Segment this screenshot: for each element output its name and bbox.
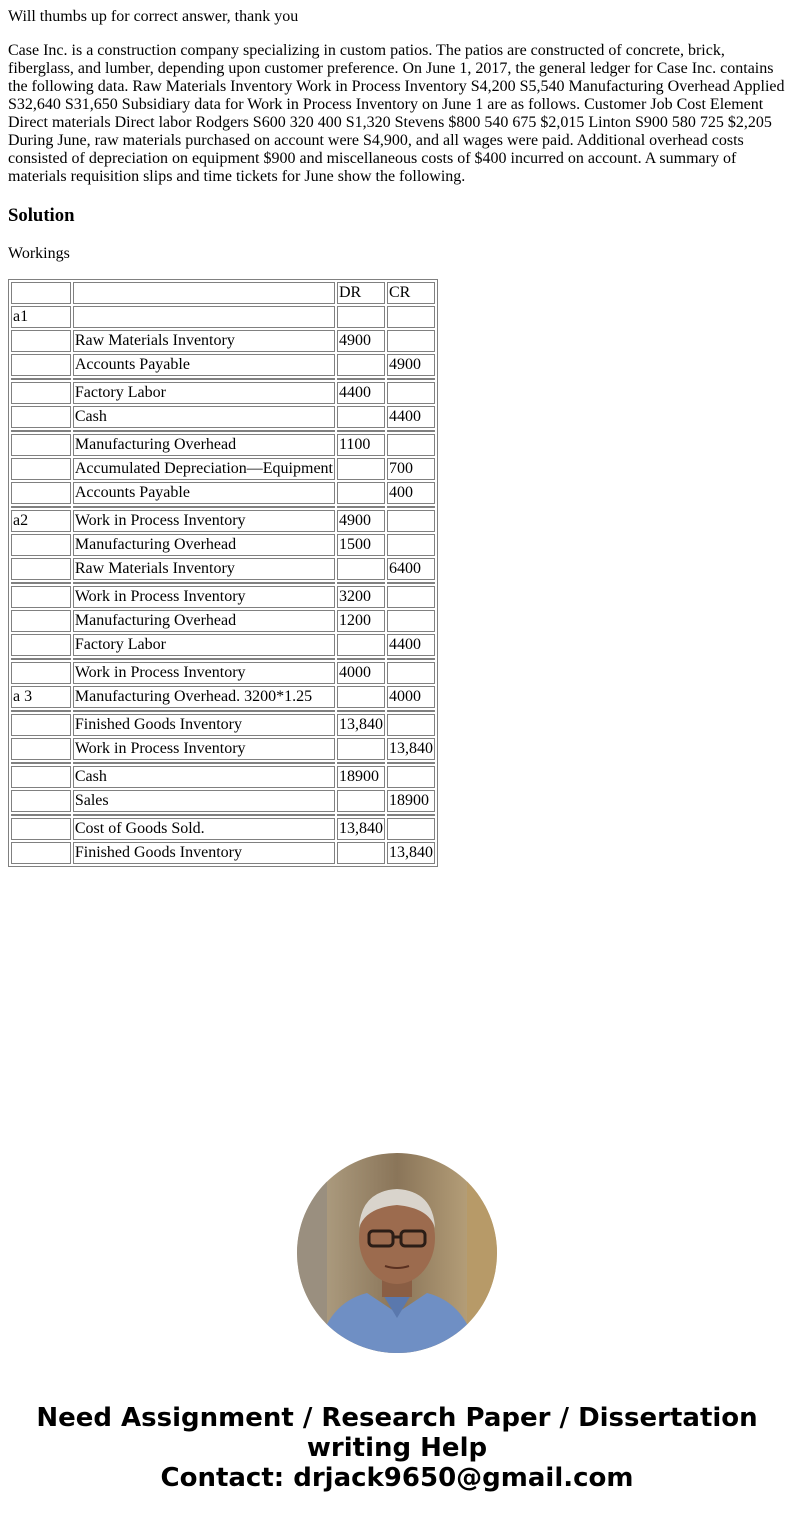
separator-cell [337, 506, 385, 508]
credit-cell: 4900 [387, 354, 435, 376]
credit-cell [387, 766, 435, 788]
credit-cell [387, 818, 435, 840]
credit-cell [387, 662, 435, 684]
debit-cell: 1100 [337, 434, 385, 456]
credit-cell [387, 306, 435, 328]
separator-cell [73, 762, 335, 764]
separator-cell [387, 506, 435, 508]
table-header-row [11, 282, 435, 304]
table-separator-row [11, 814, 435, 816]
credit-cell: 4000 [387, 686, 435, 708]
separator-cell [73, 582, 335, 584]
account-cell: Raw Materials Inventory [73, 330, 335, 352]
debit-cell: 3200 [337, 586, 385, 608]
entry-ref-cell [11, 534, 71, 556]
entry-ref-cell [11, 842, 71, 864]
separator-cell [11, 430, 71, 432]
table-row [11, 766, 435, 788]
account-cell: Manufacturing Overhead [73, 610, 335, 632]
table-separator-row [11, 710, 435, 712]
table-row [11, 790, 435, 812]
debit-cell: 13,840 [337, 714, 385, 736]
table-row [11, 558, 435, 580]
table-separator-row [11, 506, 435, 508]
debit-cell: 18900 [337, 766, 385, 788]
entry-ref-cell [11, 586, 71, 608]
separator-cell [387, 430, 435, 432]
account-cell: Factory Labor [73, 382, 335, 404]
account-cell: Accounts Payable [73, 482, 335, 504]
entry-ref-cell [11, 766, 71, 788]
account-cell: Work in Process Inventory [73, 738, 335, 760]
table-separator-row [11, 658, 435, 660]
separator-cell [387, 658, 435, 660]
credit-cell [387, 534, 435, 556]
account-cell: Work in Process Inventory [73, 510, 335, 532]
separator-cell [387, 814, 435, 816]
account-cell: Cash [73, 766, 335, 788]
account-cell: Finished Goods Inventory [73, 842, 335, 864]
entry-ref-cell [11, 738, 71, 760]
journal-entries-table [8, 279, 438, 867]
entry-ref-cell [11, 610, 71, 632]
promo-line-2: writing Help [306, 1433, 488, 1463]
credit-cell: 4400 [387, 406, 435, 428]
debit-cell [337, 558, 385, 580]
header-cell [11, 282, 71, 304]
account-cell: Manufacturing Overhead [73, 534, 335, 556]
entry-ref-cell: a1 [11, 306, 71, 328]
table-row [11, 510, 435, 532]
account-cell: Manufacturing Overhead [73, 434, 335, 456]
separator-cell [337, 378, 385, 380]
avatar [297, 1153, 497, 1353]
credit-cell [387, 510, 435, 532]
entry-ref-cell [11, 434, 71, 456]
table-separator-row [11, 762, 435, 764]
separator-cell [73, 814, 335, 816]
account-cell: Finished Goods Inventory [73, 714, 335, 736]
debit-cell: 4000 [337, 662, 385, 684]
table-row [11, 458, 435, 480]
table-row [11, 818, 435, 840]
debit-cell [337, 790, 385, 812]
entry-ref-cell [11, 790, 71, 812]
table-row [11, 714, 435, 736]
table-row [11, 634, 435, 656]
entry-ref-cell: a2 [11, 510, 71, 532]
separator-cell [11, 582, 71, 584]
separator-cell [73, 506, 335, 508]
account-cell: Work in Process Inventory [73, 662, 335, 684]
debit-cell: 1500 [337, 534, 385, 556]
table-separator-row [11, 430, 435, 432]
header-cell: DR [337, 282, 385, 304]
separator-cell [387, 710, 435, 712]
separator-cell [73, 710, 335, 712]
separator-cell [337, 430, 385, 432]
debit-cell: 4400 [337, 382, 385, 404]
entry-ref-cell [11, 330, 71, 352]
entry-ref-cell [11, 482, 71, 504]
table-row [11, 738, 435, 760]
separator-cell [337, 658, 385, 660]
entry-ref-cell [11, 662, 71, 684]
credit-cell [387, 610, 435, 632]
account-cell: Sales [73, 790, 335, 812]
table-row [11, 842, 435, 864]
credit-cell: 6400 [387, 558, 435, 580]
header-cell [73, 282, 335, 304]
person-photo-icon [297, 1153, 497, 1353]
entry-ref-cell [11, 558, 71, 580]
credit-cell: 13,840 [387, 842, 435, 864]
debit-cell: 4900 [337, 330, 385, 352]
entry-ref-cell [11, 458, 71, 480]
credit-cell: 400 [387, 482, 435, 504]
separator-cell [337, 762, 385, 764]
credit-cell: 700 [387, 458, 435, 480]
table-row [11, 382, 435, 404]
separator-cell [11, 710, 71, 712]
debit-cell [337, 406, 385, 428]
debit-cell [337, 634, 385, 656]
separator-cell [337, 814, 385, 816]
table-row [11, 534, 435, 556]
account-cell: Work in Process Inventory [73, 586, 335, 608]
separator-cell [11, 506, 71, 508]
intro-text: Will thumbs up for correct answer, thank you [8, 8, 299, 25]
table-row [11, 354, 435, 376]
credit-cell [387, 330, 435, 352]
separator-cell [387, 762, 435, 764]
separator-cell [73, 378, 335, 380]
debit-cell [337, 686, 385, 708]
table-separator-row [11, 378, 435, 380]
entry-ref-cell [11, 818, 71, 840]
table-row [11, 686, 435, 708]
credit-cell [387, 382, 435, 404]
debit-cell [337, 458, 385, 480]
debit-cell: 13,840 [337, 818, 385, 840]
separator-cell [337, 582, 385, 584]
separator-cell [73, 658, 335, 660]
credit-cell: 4400 [387, 634, 435, 656]
table-row [11, 330, 435, 352]
separator-cell [11, 762, 71, 764]
separator-cell [337, 710, 385, 712]
table-row [11, 662, 435, 684]
debit-cell [337, 306, 385, 328]
separator-cell [11, 658, 71, 660]
solution-heading: Solution [8, 205, 75, 226]
account-cell: Cost of Goods Sold. [73, 818, 335, 840]
credit-cell [387, 714, 435, 736]
debit-cell [337, 354, 385, 376]
table-row [11, 406, 435, 428]
account-cell: Raw Materials Inventory [73, 558, 335, 580]
workings-label: Workings [8, 245, 70, 262]
entry-ref-cell [11, 406, 71, 428]
table-row [11, 434, 435, 456]
table-row [11, 482, 435, 504]
separator-cell [11, 378, 71, 380]
promo-line-3: Contact: drjack9650@gmail.com [160, 1463, 634, 1493]
table-separator-row [11, 582, 435, 584]
question-text: Case Inc. is a construction company specializing in custom patios. The patios are constructed of concrete, brick, fiberglass, and lumber, depending upon customer preference. On June 1, 2017, the general ledger for Case Inc. contains the following data. Raw Materials Inventory Work in Process Inventory S4,200 S5,540 Manufacturing Overhead Applied S32,640 S31,650 Subsidiary data for Work in Process Inventory on June 1 are as follows. Customer Job Cost Element Direct materials Direct labor Rodgers S600 320 400 S1,320 Stevens $800 540 675 $2,015 Linton S900 580 725 $2,205 During June, raw materials purchased on account were S4,900, and all wages were paid. Additional overhead costs consisted of depreciation on equipment $900 and miscellaneous costs of $400 incurred on account. A summary of materials requisition slips and time tickets for June show the following. [8, 42, 785, 185]
credit-cell [387, 434, 435, 456]
debit-cell: 1200 [337, 610, 385, 632]
account-cell [73, 306, 335, 328]
credit-cell: 13,840 [387, 738, 435, 760]
credit-cell [387, 586, 435, 608]
header-cell: CR [387, 282, 435, 304]
entry-ref-cell [11, 634, 71, 656]
debit-cell: 4900 [337, 510, 385, 532]
entry-ref-cell [11, 354, 71, 376]
debit-cell [337, 842, 385, 864]
account-cell: Manufacturing Overhead. 3200*1.25 [73, 686, 335, 708]
separator-cell [387, 378, 435, 380]
account-cell: Accounts Payable [73, 354, 335, 376]
table-row [11, 610, 435, 632]
debit-cell [337, 482, 385, 504]
entry-ref-cell: a 3 [11, 686, 71, 708]
credit-cell: 18900 [387, 790, 435, 812]
account-cell: Cash [73, 406, 335, 428]
table-row [11, 586, 435, 608]
entry-ref-cell [11, 382, 71, 404]
separator-cell [73, 430, 335, 432]
promo-line-1: Need Assignment / Research Paper / Dissertation [36, 1403, 758, 1433]
entry-ref-cell [11, 714, 71, 736]
separator-cell [11, 814, 71, 816]
table-row [11, 306, 435, 328]
debit-cell [337, 738, 385, 760]
account-cell: Factory Labor [73, 634, 335, 656]
account-cell: Accumulated Depreciation—Equipment [73, 458, 335, 480]
separator-cell [387, 582, 435, 584]
promo-banner [0, 1403, 794, 1493]
